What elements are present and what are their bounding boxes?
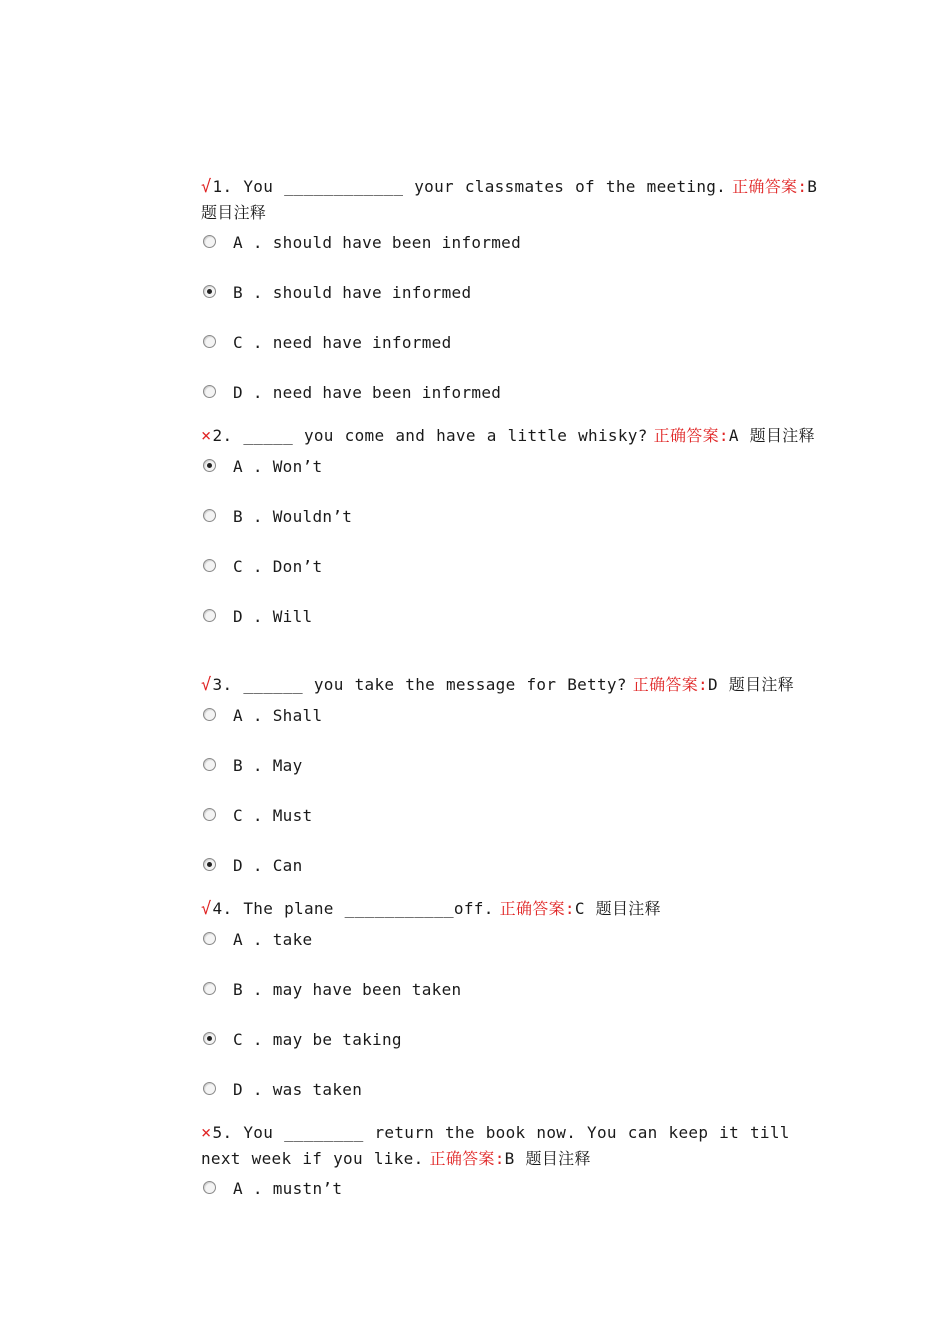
answer-and-note: B 题目注释	[504, 1149, 591, 1168]
option-label: D . need have been informed	[233, 383, 502, 402]
radio-button-selected[interactable]	[203, 285, 216, 298]
correct-answer-label: 正确答案:	[653, 426, 729, 445]
answer-and-note: A 题目注释	[728, 426, 815, 445]
radio-button[interactable]	[203, 758, 216, 771]
option-label: A . Shall	[233, 706, 323, 725]
option-label: D . Will	[233, 607, 313, 626]
question-5-stem: 5. You ________ return the book now. You can keep it till next week if you like.	[201, 1123, 790, 1168]
radio-button[interactable]	[203, 808, 216, 821]
question-3	[201, 672, 831, 906]
option-label: C . Don’t	[233, 557, 323, 576]
correct-answer-label: 正确答案:	[499, 899, 575, 918]
radio-button[interactable]	[203, 982, 216, 995]
option-label: A . mustn’t	[233, 1179, 343, 1198]
option-4a[interactable]	[201, 930, 831, 980]
question-2-stem: 2. _____ you come and have a little whisky?	[212, 426, 648, 445]
option-label: C . need have informed	[233, 333, 452, 352]
question-3-stem: 3. ______ you take the message for Betty?	[212, 675, 627, 694]
option-label: C . Must	[233, 806, 313, 825]
question-2	[201, 423, 831, 657]
radio-button[interactable]	[203, 932, 216, 945]
answer-and-note: D 题目注释	[707, 675, 795, 694]
question-4-text-line	[201, 896, 831, 922]
option-3a[interactable]	[201, 706, 831, 756]
option-label: A . Won’t	[233, 457, 323, 476]
option-3b[interactable]	[201, 756, 831, 806]
question-1-text-line	[201, 174, 831, 225]
radio-button[interactable]	[203, 235, 216, 248]
option-3c[interactable]	[201, 806, 831, 856]
option-5a[interactable]	[201, 1179, 801, 1229]
correct-check-icon: √	[201, 177, 212, 197]
option-2c[interactable]	[201, 557, 831, 607]
correct-answer-label: 正确答案:	[632, 675, 708, 694]
option-1b[interactable]	[201, 283, 831, 333]
option-2d[interactable]	[201, 607, 831, 657]
option-label: D . Can	[233, 856, 303, 875]
radio-button[interactable]	[203, 708, 216, 721]
option-label: A . take	[233, 930, 313, 949]
radio-button-selected[interactable]	[203, 858, 216, 871]
radio-button[interactable]	[203, 509, 216, 522]
option-4c[interactable]	[201, 1030, 831, 1080]
option-4b[interactable]	[201, 980, 831, 1030]
correct-answer-label: 正确答案:	[732, 177, 808, 196]
option-1a[interactable]	[201, 233, 831, 283]
question-2-text-line	[201, 423, 831, 449]
option-label: B . may have been taken	[233, 980, 462, 999]
option-label: B . Wouldn’t	[233, 507, 353, 526]
option-label: A . should have been informed	[233, 233, 522, 252]
option-label: C . may be taking	[233, 1030, 402, 1049]
wrong-cross-icon: ×	[201, 426, 212, 446]
question-3-text-line	[201, 672, 831, 698]
question-1-stem: 1. You ____________ your classmates of the meeting.	[212, 177, 727, 196]
correct-check-icon: √	[201, 675, 212, 695]
option-2a[interactable]	[201, 457, 831, 507]
option-label: D . was taken	[233, 1080, 363, 1099]
question-5	[201, 1120, 801, 1229]
radio-button-selected[interactable]	[203, 459, 216, 472]
radio-button[interactable]	[203, 335, 216, 348]
question-1	[201, 174, 831, 433]
option-1c[interactable]	[201, 333, 831, 383]
option-label: B . should have informed	[233, 283, 472, 302]
radio-button-selected[interactable]	[203, 1032, 216, 1045]
option-label: B . May	[233, 756, 303, 775]
answer-and-note: B 题目注释	[201, 177, 818, 222]
answer-and-note: C 题目注释	[574, 899, 661, 918]
wrong-cross-icon: ×	[201, 1123, 212, 1143]
correct-answer-label: 正确答案:	[429, 1149, 505, 1168]
radio-button[interactable]	[203, 385, 216, 398]
question-5-text-line	[201, 1120, 801, 1171]
question-4-stem: 4. The plane ___________off.	[212, 899, 494, 918]
correct-check-icon: √	[201, 899, 212, 919]
radio-button[interactable]	[203, 1082, 216, 1095]
radio-button[interactable]	[203, 559, 216, 572]
option-2b[interactable]	[201, 507, 831, 557]
radio-button[interactable]	[203, 1181, 216, 1194]
radio-button[interactable]	[203, 609, 216, 622]
question-4	[201, 896, 831, 1130]
